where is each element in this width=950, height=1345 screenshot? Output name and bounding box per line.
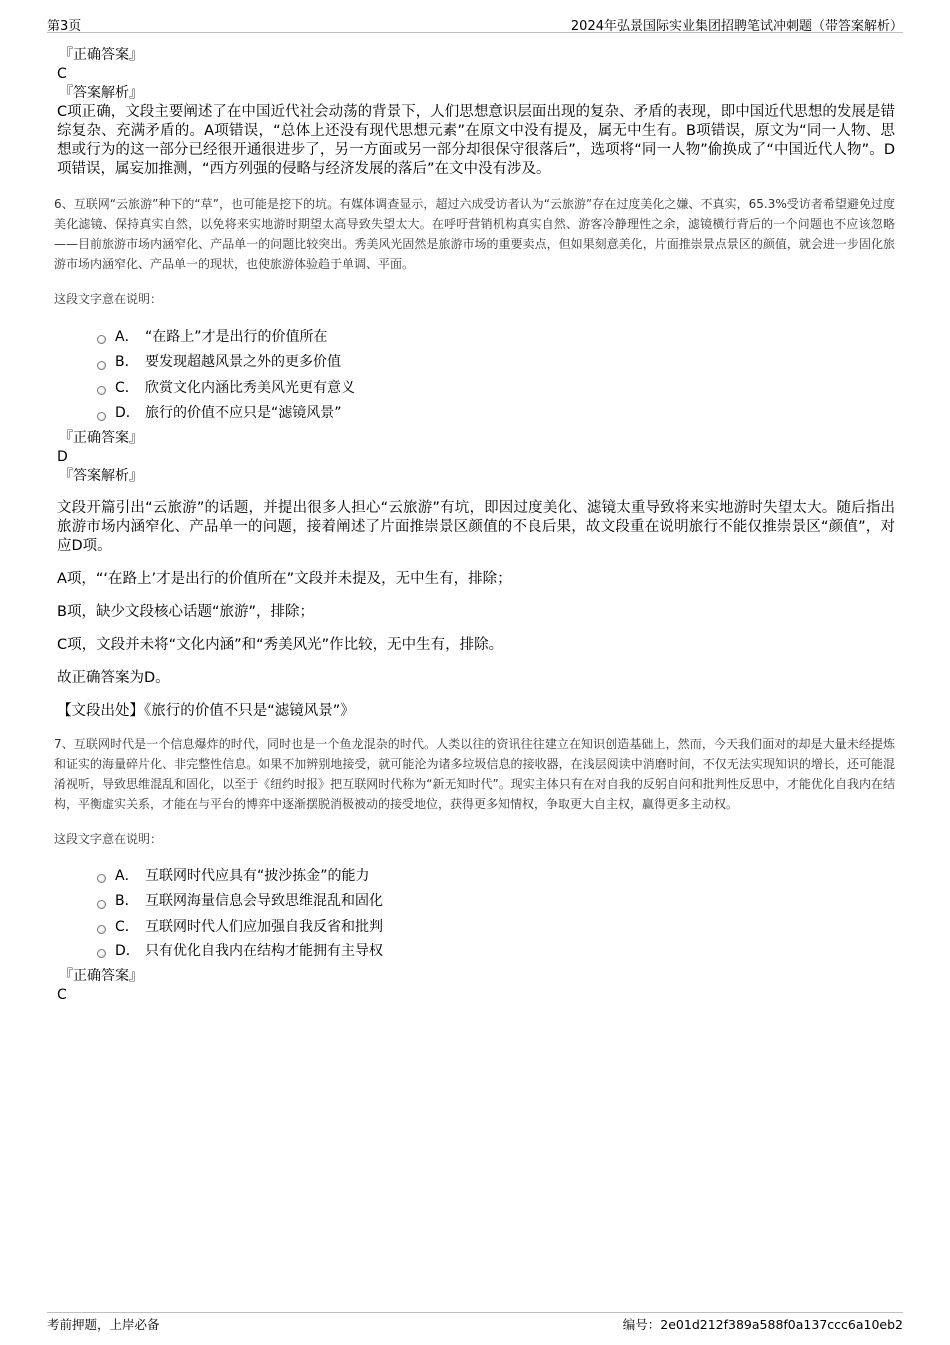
radio-icon[interactable] (97, 949, 106, 958)
answer-value: C (57, 986, 67, 1003)
option-text: 互联网海量信息会导致思维混乱和固化 (145, 893, 383, 910)
q6-analysis-c: C项，文段并未将“文化内涵”和“秀美风光”作比较，无中生有，排除。 (57, 637, 504, 653)
question-6-prompt: 这段文字意在说明： (54, 292, 163, 306)
prev-answer-block (57, 46, 895, 103)
radio-icon[interactable] (97, 925, 106, 934)
option-text: “在路上”才是出行的价值所在 (145, 328, 328, 345)
option-b[interactable] (97, 888, 895, 914)
option-letter: B． (115, 354, 139, 371)
radio-icon[interactable] (97, 900, 106, 909)
option-letter: A． (115, 328, 139, 345)
option-text: 旅行的价值不应只是“滤镜风景” (145, 405, 342, 422)
option-letter: C． (115, 918, 139, 935)
q6-source: 【文段出处】《旅行的价值不只是“滤镜风景”》 (57, 703, 355, 719)
question-6-text: 6、互联网“云旅游”种下的“草”，也可能是挖下的坑。有媒体调查显示，超过六成受访者认为“云旅游”存在过度美化之嫌、不真实，65.3%受访者希望避免过度美化滤镜、保持真实自然，以免将来实地游时期望太高导致失望太大。在呼吁营销机构真实自然、游客冷静理性之余，滤镜横行背后的一个问题也不应该忽略——目前旅游市场内涵窄化、产品单一的问题比较突出。秀美风光固然是旅游市场的重要卖点，但如果刻意美化，片面推崇景点景区的颜值，就会进一步固化旅游市场内涵窄化、产品单一的现状，也使旅游体验趋于单调、平面。 (54, 197, 895, 271)
page-number: 第3页 (47, 19, 82, 34)
question-7-options (97, 862, 895, 961)
option-text: 互联网时代人们应加强自我反省和批判 (145, 918, 383, 935)
option-d[interactable] (97, 400, 895, 426)
page-footer (47, 1312, 903, 1333)
option-a[interactable] (97, 323, 895, 349)
q6-analysis-a: A项，“‘在路上’才是出行的价值所在”文段并未提及，无中生有，排除； (57, 571, 512, 587)
q7-answer-block (57, 967, 895, 1005)
analysis-label: 『答案解析』 (59, 468, 143, 484)
question-7-text: 7、互联网时代是一个信息爆炸的时代，同时也是一个鱼龙混杂的时代。人类以往的资讯往往建立在知识创造基础上，然而，今天我们面对的却是大量未经提炼和证实的海量碎片化、非完整性信息。如果不加辨别地接受，就可能沦为诸多垃圾信息的接收器，在浅层阅读中消磨时间，不仅无法实现知识的增长，还可能混淆视听，导致思维混乱和固化，以至于《纽约时报》把互联网时代称为“新无知时代”。现实主体只有在对自我的反躬自问和批判性反思中，才能优化自我内在结构，平衡虚实关系，才能在与平台的博弈中逐渐摆脱消极被动的接受地位，获得更多知情权，争取更大自主权，赢得更多主动权。 (54, 737, 895, 811)
option-text: 只有优化自我内在结构才能拥有主导权 (145, 942, 383, 959)
prev-analysis-text: C项正确，文段主要阐述了在中国近代社会动荡的背景下，人们思想意识层面出现的复杂、矛盾的表现，即中国近代思想的发展是错综复杂、充满矛盾的。A项错误，“总体上还没有现代思想元素”在原文中没有提及，属无中生有。B项错误，原文为“同一人物、思想或行为的这一部分已经很开通很进步了，另一方面或另一部分却很保守很落后”，选项将“同一人物”偷换成了“中国近代人物”。D项错误，属妄加推测，“西方列强的侵略与经济发展的落后”在文中没有涉及。 (57, 104, 895, 177)
option-letter: A． (115, 867, 139, 884)
document-title: 2024年弘景国际实业集团招聘笔试冲刺题（带答案解析） (570, 19, 903, 34)
question-6-options (97, 323, 895, 425)
q6-analysis-b: B项，缺少文段核心话题“旅游”，排除； (57, 604, 314, 620)
q6-analysis-conclusion: 故正确答案为D。 (57, 670, 170, 686)
page-content (54, 46, 895, 1005)
radio-icon[interactable] (97, 874, 106, 883)
page-header (47, 12, 903, 33)
analysis-label: 『答案解析』 (59, 85, 143, 101)
answer-value: D (57, 449, 68, 465)
answer-label: 『正确答案』 (59, 47, 143, 63)
q6-answer-block (57, 429, 895, 486)
footer-slogan: 考前押题，上岸必备 (47, 1317, 160, 1332)
option-c[interactable] (97, 913, 895, 939)
radio-icon[interactable] (97, 412, 106, 421)
option-d[interactable] (97, 939, 895, 961)
option-letter: C． (115, 379, 139, 396)
radio-icon[interactable] (97, 386, 106, 395)
radio-icon[interactable] (97, 361, 106, 370)
option-text: 欣赏文化内涵比秀美风光更有意义 (145, 379, 355, 396)
answer-label: 『正确答案』 (59, 430, 143, 446)
answer-value: C (57, 66, 67, 82)
radio-icon[interactable] (97, 335, 106, 344)
document-id: 编号：2e01d212f389a588f0a137ccc6a10eb2 (622, 1317, 903, 1332)
option-text: 要发现超越风景之外的更多价值 (145, 354, 341, 371)
option-c[interactable] (97, 374, 895, 400)
q6-analysis-main: 文段开篇引出“云旅游”的话题，并提出很多人担心“云旅游”有坑，即因过度美化、滤镜太重导致将来实地游时失望太大。随后指出旅游市场内涵窄化、产品单一的问题，接着阐述了片面推崇景区颜值的不良后果，故文段重在说明旅行不能仅推崇景区“颜值”，对应D项。 (57, 500, 895, 554)
option-text: 互联网时代应具有“披沙拣金”的能力 (145, 867, 370, 884)
option-a[interactable] (97, 862, 895, 888)
option-letter: D． (115, 405, 140, 422)
answer-label: 『正确答案』 (59, 967, 143, 984)
option-letter: D． (115, 942, 140, 959)
option-letter: B． (115, 893, 139, 910)
question-7-prompt: 这段文字意在说明： (54, 832, 163, 846)
option-b[interactable] (97, 349, 895, 375)
